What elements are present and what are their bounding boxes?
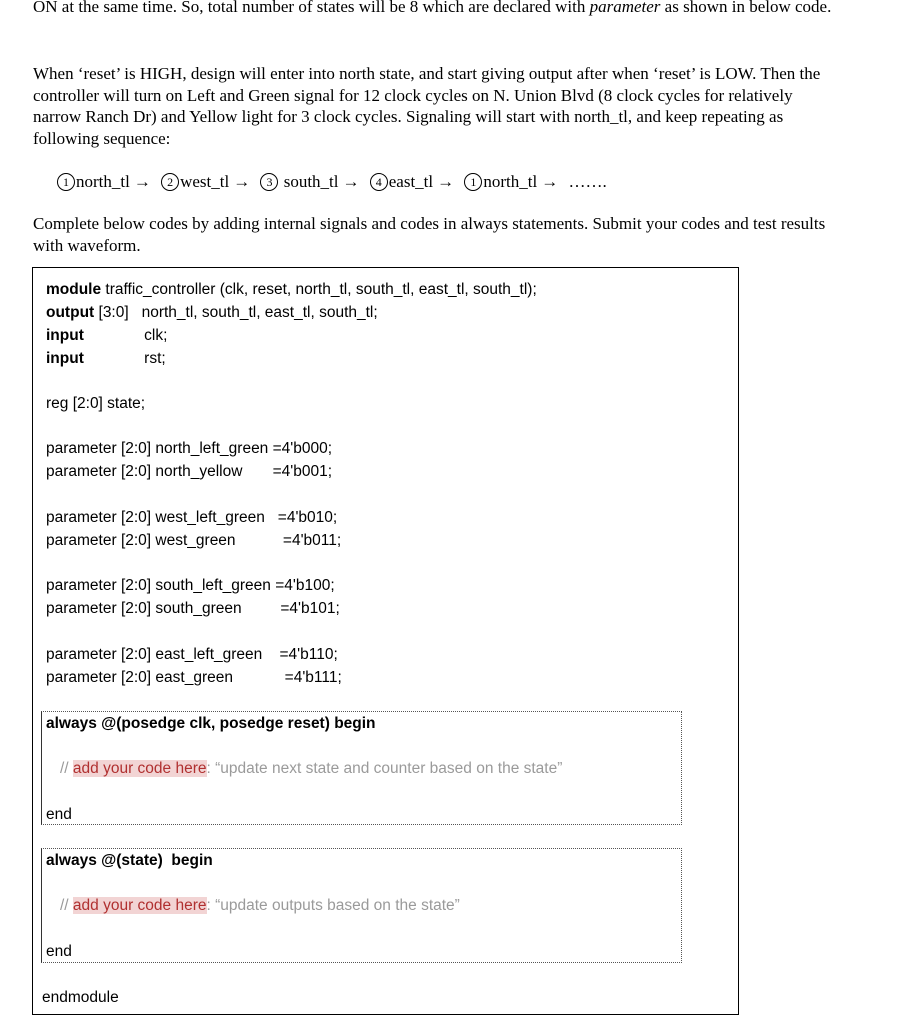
input-rst-decl: rst; [83,350,166,367]
todo-comment-combinational [60,894,460,917]
code-line-param: parameter [2:0] east_left_green =4'b110; [46,646,338,663]
sequence-ellipsis: ……. [568,172,607,191]
sequence-arrow: → [541,172,559,191]
paragraph-instructions: Complete below codes by adding internal signals and codes in always statements. Submit your codes and test results with waveform. [33,214,826,255]
sequence-state-5: north_tl [483,172,538,191]
paragraph-reset-description: When ‘reset’ is HIGH, design will enter into north state, and start giving output after when ‘reset’ is LOW. Then the controller will turn on Left and Green signal for 12 clock cycles on N. Union Blvd (8 clock cycles for relatively narrow Ranch Dr) and Yellow light for 3 clock cycles. Signaling will start with north_tl, and keep repeating as following sequence: [33,64,821,148]
sequence-number-1: 1 [57,173,75,191]
add-code-highlight: add your code here [72,897,207,914]
sequence-arrow: → [133,172,151,191]
sequence-state-1: north_tl [76,172,130,191]
sequence-arrow: → [342,172,360,191]
code-line-output [46,301,378,324]
paragraph-intro-emphasis: parameter [589,0,661,16]
comment-prefix: // [60,897,73,914]
code-line-param: parameter [2:0] west_left_green =4'b010; [46,509,338,526]
keyword-output: output [46,304,95,321]
todo-comment-sequential [60,757,562,780]
code-line-module [46,278,537,301]
sequence-state-4: east_tl [388,172,434,191]
keyword-input: input [46,327,84,344]
sequence-state-2: west_tl [180,172,230,191]
code-line-always-sequential: always @(posedge clk, posedge reset) begin [46,715,376,732]
code-line-param: parameter [2:0] north_yellow =4'b001; [46,463,333,480]
paragraph-intro-b: as shown in below code. [660,0,832,16]
code-line-param: parameter [2:0] north_left_green =4'b000; [46,440,333,457]
sequence-number-3: 3 [260,173,278,191]
code-line-param: parameter [2:0] south_left_green =4'b100; [46,577,335,594]
add-code-highlight: add your code here [72,760,207,777]
sequence-arrow: → [437,172,455,191]
comment-text: : “update outputs based on the state” [206,897,460,914]
sequence-state-3: south_tl [283,172,339,191]
code-line-end: end [46,806,72,823]
code-line-endmodule: endmodule [42,989,119,1006]
paragraph-intro [33,0,833,18]
input-clk-decl: clk; [83,327,168,344]
code-line-param: parameter [2:0] south_green =4'b101; [46,600,340,617]
code-line-reg: reg [2:0] state; [46,395,146,412]
module-header: traffic_controller (clk, reset, north_tl, south_tl, east_tl, south_tl); [101,281,537,298]
code-line-input-rst [46,347,166,370]
sequence-number-5: 1 [464,173,482,191]
code-line-always-combinational: always @(state) begin [46,852,213,869]
sequence-number-4: 4 [370,173,388,191]
keyword-input: input [46,350,84,367]
code-line-end: end [46,943,72,960]
paragraph-intro-a: ON at the same time. So, total number of states will be 8 which are declared with [33,0,590,16]
code-line-param: parameter [2:0] east_green =4'b111; [46,669,342,686]
sequence-arrow: → [233,172,251,191]
comment-prefix: // [60,760,73,777]
state-sequence [57,171,857,193]
comment-text: : “update next state and counter based on the state” [206,760,563,777]
sequence-number-2: 2 [161,173,179,191]
output-decl: [3:0] north_tl, south_tl, east_tl, south_tl; [94,304,378,321]
keyword-module: module [46,281,102,298]
code-line-input-clk [46,324,167,347]
code-line-param: parameter [2:0] west_green =4'b011; [46,532,342,549]
